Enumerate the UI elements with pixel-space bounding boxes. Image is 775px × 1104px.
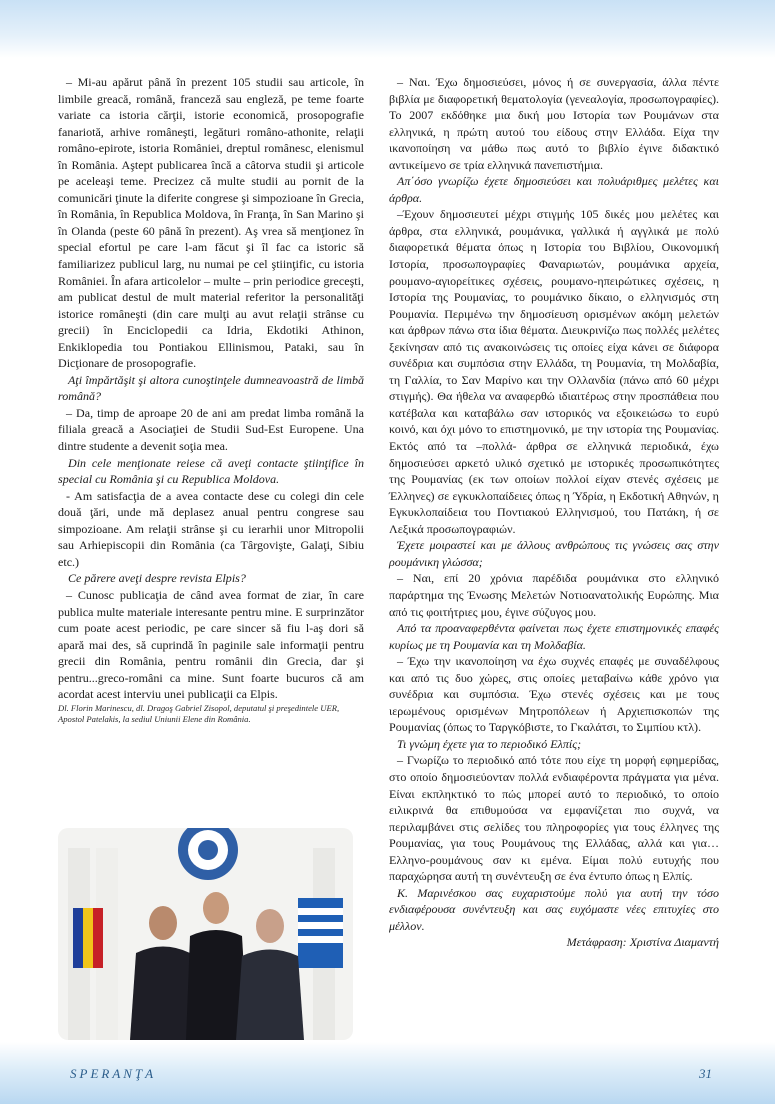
- romanian-question: Aţi împărtăşit şi altora cunoştinţele dumneavoastră de limbă română?: [58, 372, 364, 404]
- greek-paragraph: – Έχω την ικανοποίηση να έχω συχνές επαφές με συναδέλφους και από τις δυο χώρες, στις οποίες μεταβαίνω κάθε χρόνο για συνέδρια και συμπόσια. Έχω στενές σχέσεις και με τους ιερωμένους ορισμένων Μητροπόλεων ή Αρχιεπισκοπών της Ρουμανίας (όπως το Ταργκόβιστε, το Γκαλάτσι, το Σιμπίου κτλ).: [389, 654, 719, 735]
- greek-paragraph: –Έχουν δημοσιευτεί μέχρι στιγμής 105 δικές μου μελέτες και άρθρα, στα ελληνικά, ρουμάνικα, γαλλικά ή αγγλικά με πολύ διαφορετικά θέματα όπως η Ιστορία του Βιβλίου, Οικονομική Ιστορία, προσωπογραφίες Φαναριωτών, ρουμάνικα αρχεία, ρουμανο-αγιορείτικες σχέσεις, ρουμανο-ηπειρώτικες σχέσεις, η Ιστορία της Ρουμανίας, το ρουμάνικο δίκαιο, ο ελληνισμός στη Ρουμανία. Περιμένω την δημοσίευση ορισμένων ακόμη μελετών και άρθρων πάνω στα ίδια θέματα. Διευκρινίζω πως πολλές μελέτες ξεκίνησαν από τις ανακοινώσεις τις οποίες είχα κάνει σε διάφορα συνέδρια και συμπόσια στην Ελλάδα, τη Ρουμανία, τη Μολδαβία, τη Γαλλία, το Σαν Μαρίνο και την Ολλανδία (πάνω από 60 μέχρι στιγμής). Θα ήθελα να αναφερθώ ιδιαιτέρως στην προσπάθεια που κατέβαλα και καταβάλω σαν ιστορικός να εξοικειώσω το ευρύ κοινό, και όχι μόνο το επιστημονικό, με την ιστορία της Ρουμανίας. Εκτός από τα –πολλά- άρθρα σε ελληνικά περιοδικά, έχω δημοσιεύσει αρκετό υλικό σχετικό με ιστορικές προσωπικότητες της Ρουμανίας (εκ των οποίων πολλοί είχαν στενές σχέσεις με Έλληνες) σε εγκυκλοπαίδειες όπως η Ύδρία, η Εκδοτική Αθηνών, η Εγκυκλοπαίδεια του Ποντιακού Ελληνισμού, του Πατάκη, ή σε Λεξικά προσωπογραφιών.: [389, 207, 719, 536]
- greek-question: Κ. Μαρινέσκου σας ευχαριστούμε πολύ για αυτή την τόσο ενδιαφέρουσα συνέντευξη και σας ευχόμαστε νέες επιτυχίες στο μέλλον.: [389, 885, 719, 933]
- right-column-greek: [389, 74, 719, 951]
- page-number: 31: [699, 1066, 712, 1081]
- greek-question: Τι γνώμη έχετε για το περιοδικό Ελπίς;: [397, 736, 582, 751]
- top-gradient-band: [0, 0, 775, 58]
- left-column-romanian: [58, 74, 364, 726]
- greek-paragraph: – Ναι. Έχω δημοσιεύσει, μόνος ή σε συνεργασία, άλλα πέντε βιβλία με διαφορετική θεματολογία (γενεαλογία, προσωπογραφίες). Το 2007 εκδόθηκε μια δική μου Ιστορία των Ρουμάνων στα ελληνικά, η πρώτη αυτού του είδους στην Ελλάδα. Είχα την ικανοποίηση να μάθω πως αυτό το βιβλίο έγινε διδακτικό αντικείμενο σε τρία ελληνικά πανεπιστήμια.: [389, 75, 719, 172]
- photo-caption: Dl. Florin Marinescu, dl. Dragoş Gabriel Zisopol, deputatul şi preşedintele UER, Apostol Patelakis, la sediul Uniunii Elene din România.: [58, 702, 340, 725]
- romanian-paragraph: – Da, timp de aproape 20 de ani am predat limba română la filiala greacă a Asociaţiei de Studii Sud-Est Europene. Una dintre studente a devenit soţia mea.: [58, 405, 364, 454]
- greek-question: Από τα προαναφερθέντα φαίνεται πως έχετε επιστημονικές επαφές κυρίως με τη Ρουμανία και τη Μολδαβία.: [389, 621, 719, 652]
- greek-paragraph: – Ναι, επί 20 χρόνια παρέδιδα ρουμάνικα στο ελληνικό παράρτημα της Ένωσης Μελετών Νοτιοανατολικής Ευρώπης. Μια από τις φοιτήτριες μου, έγινε σύζυγος μου.: [389, 571, 719, 619]
- romanian-paragraph: – Mi-au apărut până în prezent 105 studii sau articole, în limbile greacă, română, franceză sau engleză, pe teme foarte variate ca istoria cărţii, istorie economică, prosopografie fanariotă, arhive româneşti, legături româno-athonite, relaţii româno-epirote, istoria României, dreptul românesc, elenismul în România. Aştept publicarea încă a câtorva studii şi articole pe aceleaşi teme. Precizez că multe studii au pornit de la comunicări ţinute la diferite congrese şi simpozioane în Grecia, în România, în Republica Moldova, în Franţa, în San Marino şi în Olanda (peste 60 până în prezent). Aş vrea să menţionez în special efortul pe care l-am făcut şi îl fac ca istoric să familiarizez publicul larg, nu numai pe cel ştiinţific, cu istoria României. În afara articolelor – multe – prin periodice greceşti, am publicat destul de mult material referitor la personalităţi istorice româneşti (din care mulţi au avut relaţii strânse cu grecii) în Enciclopedii ca Idria, Ekdotiki Athinon, Enkiklopedia tou Pontiakou Ellinismou, Pataki, sau în Dicţionare de prosopografie.: [58, 75, 364, 371]
- romanian-paragraph: - Am satisfacţia de a avea contacte dese cu colegi din cele două ţări, unde mă deplasez anual pentru congrese sau simpozioane. Am relaţii strânse şi cu ierarhii unor Mitropolii sau Arhiepiscopii din România (ca Târgovişte, Galaţi, Sibiu etc.): [58, 488, 364, 569]
- greek-question: Έχετε μοιραστεί και με άλλους ανθρώπους τις γνώσεις σας στην ρουμάνικη γλώσσα;: [389, 538, 719, 569]
- group-photo: [58, 828, 353, 1040]
- greek-question: Μετάφραση: Χριστίνα Διαμαντή: [566, 935, 719, 950]
- romanian-paragraph: – Cunosc publicaţia de când avea format de ziar, în care publica multe materiale interesante pentru mine. E surprinzător cum poate acest periodic, pe care sincer să fiu l-aş dori să apară mai des, să cuprindă în paginile sale informaţii pentru grecii din România, pentru românii din Grecia, dar şi pentru...greco-români ca mine. Sunt foarte bucuros că am acordat acest interviu unei publicaţii ca Elpis.: [58, 587, 364, 702]
- greek-question: Απ΄όσο γνωρίζω έχετε δημοσιεύσει και πολυάριθμες μελέτες και άρθρα.: [389, 174, 719, 205]
- footer-brand: SPERANŢA: [70, 1066, 157, 1081]
- greek-paragraph: – Γνωρίζω το περιοδικό από τότε που είχε τη μορφή εφημερίδας, στο οποίο δημοσιεύονταν πολλά ενδιαφέροντα πράγματα για μένα. Είναι εκπληκτικό το πώς μπορεί αυτό το περιοδικό, το οποίο ειλικρινά θα επιθυμούσα να εμφανίζεται πιο συχνά, να περιλαμβάνει στις σελίδες του πληροφορίες για τους έλληνες της Ρουμανίας, για τους Ρουμάνους της Ελλάδας, αλλά και για… Ελληνο-ρουμάνους σαν κι εμένα. Είμαι πολύ ευτυχής που παραχώρησα αυτή τη συνέντευξη σε ένα έντυπο όπως η Ελπίς.: [389, 753, 719, 884]
- romanian-question: Din cele menţionate reiese că aveţi contacte ştiinţifice în special cu România şi cu Republica Moldova.: [58, 455, 364, 487]
- romanian-question: Ce părere aveţi despre revista Elpis?: [68, 571, 246, 586]
